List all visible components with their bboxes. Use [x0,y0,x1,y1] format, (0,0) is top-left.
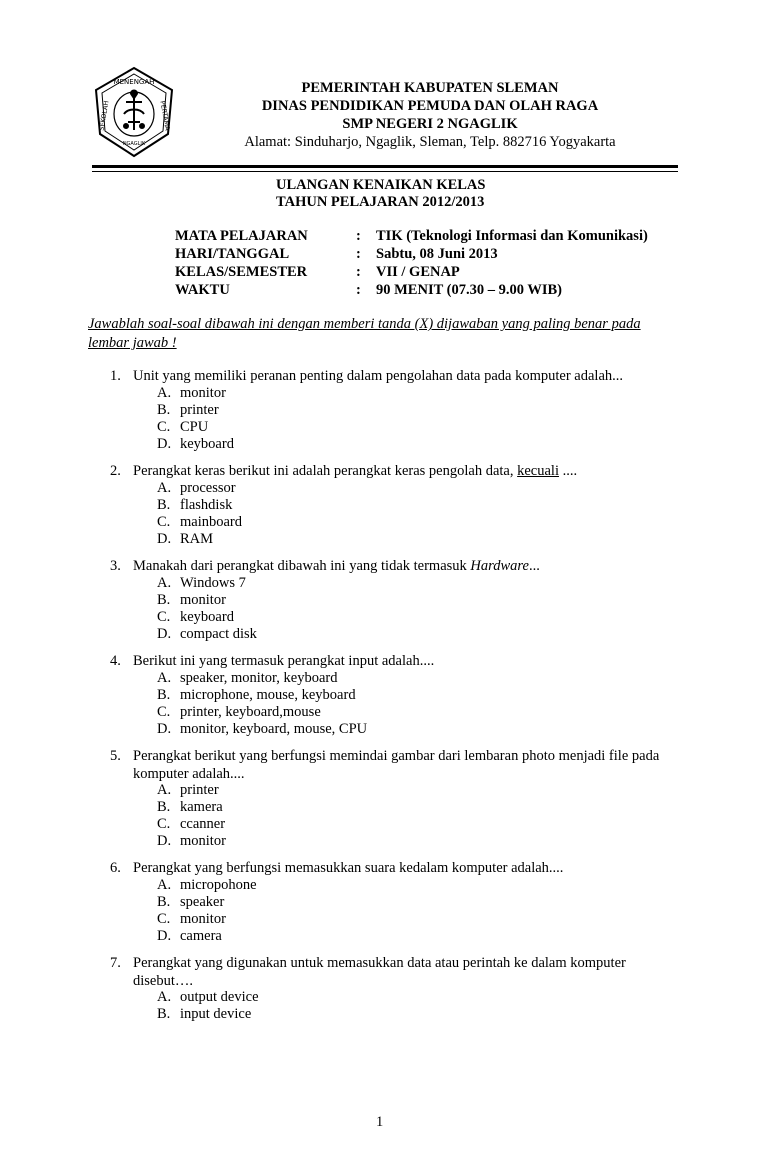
answer-option [157,480,236,498]
answer-option [157,575,246,593]
option-text: speaker [180,894,225,910]
option-letter: A. [157,480,172,496]
question-text [133,558,673,576]
question-number: 4. [110,653,121,669]
logo-text-left: SEKOLAH [97,100,111,132]
question-text-part: ... [528,558,540,574]
option-text: CPU [180,419,209,435]
option-text: printer [180,402,219,418]
info-label: WAKTU [175,282,230,298]
option-text: kamera [180,799,223,815]
question-number: 6. [110,860,121,876]
answer-option [157,782,219,800]
answer-option [157,385,226,403]
question-number: 1. [110,368,121,384]
answer-option [157,402,219,420]
answer-option [157,626,257,644]
answer-option [157,911,226,929]
option-letter: B. [157,799,171,815]
answer-option [157,419,208,437]
answer-option [157,592,226,610]
answer-option [157,670,337,688]
question-text-part: .... [558,463,578,479]
option-letter: C. [157,816,171,832]
info-colon: : [356,246,361,262]
answer-option [157,816,225,834]
instruction-text: Jawablah soal-soal dibawah ini dengan memberi tanda (X) dijawaban yang paling benar pada lembar jawab ! [88,316,641,351]
info-colon: : [356,228,361,244]
answer-option [157,799,223,817]
question-text [133,463,673,481]
option-letter: C. [157,704,171,720]
option-letter: A. [157,670,172,686]
question-keyword: Hardware [470,558,529,574]
option-text: flashdisk [180,497,233,513]
option-letter: A. [157,575,172,591]
option-letter: D. [157,436,172,452]
option-letter: A. [157,782,172,798]
option-text: processor [180,480,236,496]
question-number: 2. [110,463,121,479]
logo-text-top: MENENGAH [113,78,155,86]
answer-option [157,877,257,895]
answer-option [157,894,224,912]
question-text: Berikut ini yang termasuk perangkat input adalah.... [133,653,435,669]
option-text: monitor [180,385,226,401]
info-value: VII / GENAP [376,264,460,280]
option-letter: D. [157,721,172,737]
option-text: microphone, mouse, keyboard [180,687,356,703]
option-letter: C. [157,514,171,530]
question-number: 3. [110,558,121,574]
letterhead-divider-thin [92,171,678,172]
info-colon: : [356,264,361,280]
letterhead-department: DINAS PENDIDIKAN PEMUDA DAN OLAH RAGA [261,98,599,114]
option-text: speaker, monitor, keyboard [180,670,338,686]
info-value: TIK (Teknologi Informasi dan Komunikasi) [376,228,648,244]
option-letter: D. [157,928,172,944]
option-letter: A. [157,989,172,1005]
answer-option [157,989,259,1007]
info-label: KELAS/SEMESTER [175,264,308,280]
answer-option [157,514,242,532]
answer-option [157,531,213,549]
option-text: monitor [180,911,226,927]
letterhead-government: PEMERINTAH KABUPATEN SLEMAN [301,80,559,96]
option-letter: C. [157,911,171,927]
question-number: 7. [110,955,121,971]
option-text: compact disk [180,626,257,642]
question-text-part: Manakah dari perangkat dibawah ini yang tidak termasuk [133,558,471,574]
question-text: Perangkat yang digunakan untuk memasukkan data atau perintah ke dalam komputer disebut…. [133,955,626,989]
answer-option [157,687,356,705]
option-letter: B. [157,687,171,703]
page-number: 1 [376,1114,384,1130]
info-label: HARI/TANGGAL [175,246,290,262]
option-text: output device [180,989,259,1005]
option-text: input device [180,1006,252,1022]
info-colon: : [356,282,361,298]
answer-option [157,833,226,851]
letterhead-address: Alamat: Sinduharjo, Ngaglik, Sleman, Telp. 882716 Yogyakarta [244,134,616,150]
option-text: mainboard [180,514,243,530]
answer-option [157,436,234,454]
option-text: ccanner [180,816,226,832]
option-letter: A. [157,385,172,401]
letterhead-school: SMP NEGERI 2 NGAGLIK [342,116,518,132]
option-text: micropohone [180,877,257,893]
answer-option [157,609,234,627]
option-text: printer [180,782,219,798]
option-letter: D. [157,531,172,547]
question-keyword: kecuali [517,463,559,479]
logo-text-right: PERTAMA [158,100,172,132]
option-text: keyboard [180,436,234,452]
answer-option [157,1006,251,1024]
option-letter: A. [157,877,172,893]
question-text: Perangkat berikut yang berfungsi memindai gambar dari lembaran photo menjadi file pada komputer adalah.... [133,748,660,782]
option-text: printer, keyboard,mouse [180,704,321,720]
option-letter: C. [157,419,171,435]
option-letter: B. [157,497,171,513]
answer-option [157,704,321,722]
option-text: monitor [180,833,226,849]
option-letter: C. [157,609,171,625]
option-text: Windows 7 [180,575,246,591]
answer-option [157,721,367,739]
option-letter: B. [157,402,171,418]
option-text: keyboard [180,609,234,625]
option-letter: D. [157,833,172,849]
letterhead-divider-thick [92,165,678,168]
option-letter: B. [157,592,171,608]
info-value: Sabtu, 08 Juni 2013 [376,246,498,262]
option-letter: D. [157,626,172,642]
info-value: 90 MENIT (07.30 – 9.00 WIB) [376,282,562,298]
option-letter: B. [157,1006,171,1022]
answer-option [157,497,232,515]
option-text: monitor, keyboard, mouse, CPU [180,721,368,737]
question-text: Perangkat yang berfungsi memasukkan suara kedalam komputer adalah.... [133,860,564,876]
question-number: 5. [110,748,121,764]
question-text-part: Perangkat keras berikut ini adalah perangkat keras pengolah data, [133,463,518,479]
option-text: camera [180,928,222,944]
option-text: monitor [180,592,226,608]
answer-option [157,928,222,946]
option-text: RAM [180,531,214,547]
question-text: Unit yang memiliki peranan penting dalam pengolahan data pada komputer adalah... [133,368,624,384]
option-letter: B. [157,894,171,910]
exam-year: TAHUN PELAJARAN 2012/2013 [276,194,485,210]
logo-text-bottom: NGAGLIK [122,141,146,147]
info-label: MATA PELAJARAN [175,228,308,244]
exam-title: ULANGAN KENAIKAN KELAS [276,177,486,193]
